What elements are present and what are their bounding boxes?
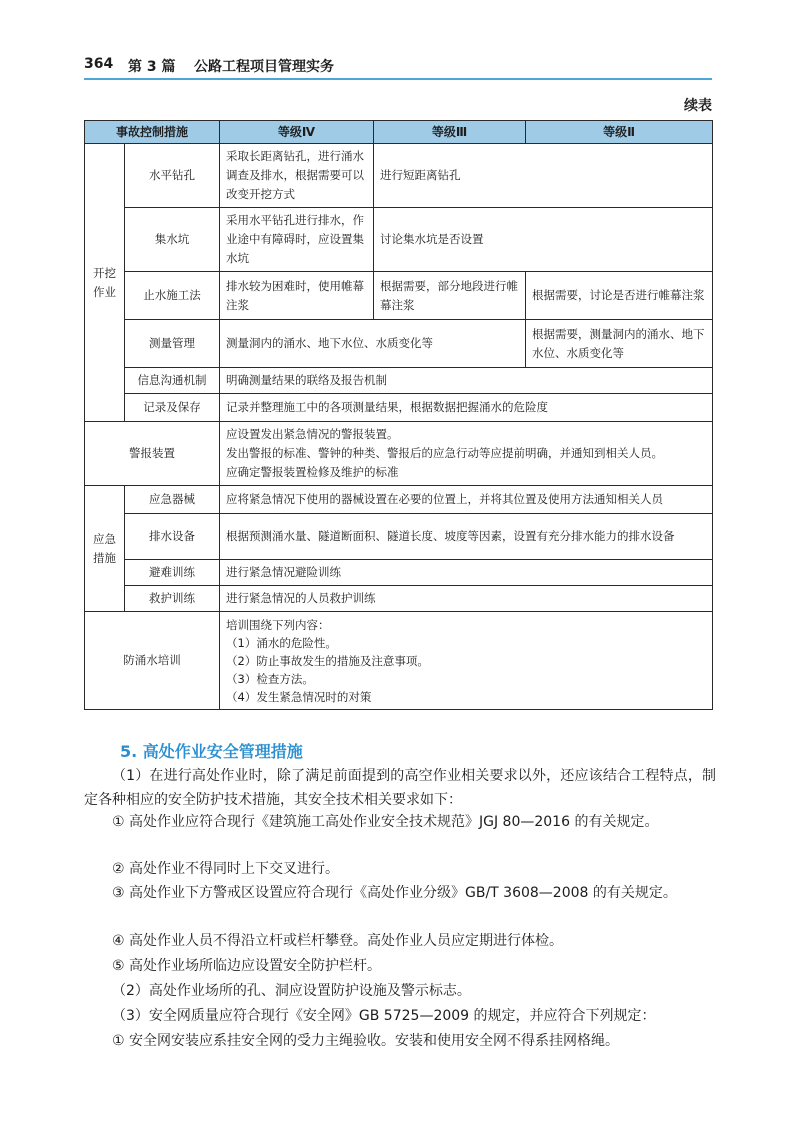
paragraph: ⑤ 高处作业场所临边应设置安全防护栏杆。 [112,958,381,974]
cell-level-3-2: 进行短距离钻孔 [374,144,713,208]
alarm-line: 应设置发出紧急情况的警报装置。 [226,427,399,441]
cell-content: 根据预测涌水量、隧道断面积、隧道长度、坡度等因素，设置有充分排水能力的排水设备 [220,514,713,560]
group-excavation: 开挖作业 [85,144,125,422]
cell-level-4: 采用水平钻孔进行排水，作业途中有障碍时，应设置集水坑 [220,208,374,272]
table-row [85,586,713,612]
cell-level-4-3: 测量洞内的涌水、地下水位、水质变化等 [220,320,526,368]
cell-content: 应将紧急情况下使用的器械设置在必要的位置上，并将其位置及使用方法通知相关人员 [220,486,713,514]
cell-content [220,422,713,486]
cell-content [220,612,713,710]
row-name: 应急器械 [125,486,220,514]
group-emergency: 应急措施 [85,486,125,612]
paragraph: ③ 高处作业下方警戒区设置应符合现行《高处作业分级》GB/T 3608—2008 的有关规定。 [112,885,677,901]
table-row [85,514,713,560]
table-row [85,320,713,368]
alarm-line: 应确定警报装置检修及维护的标准 [226,465,399,479]
cell-level-4: 采取长距离钻孔，进行涌水调查及排水，根据需要可以改变开挖方式 [220,144,374,208]
cell-level-2: 根据需要，讨论是否进行帷幕注浆 [526,272,713,320]
row-name: 集水坑 [125,208,220,272]
cell-level-3: 根据需要，部分地段进行帷幕注浆 [374,272,526,320]
section-title: 5. 高处作业安全管理措施 [120,742,303,761]
book-title: 公路工程项目管理实务 [194,59,334,75]
table-row [85,272,713,320]
paragraph: （2）高处作业场所的孔、洞应设置防护设施及警示标志。 [112,983,471,999]
table-row [85,144,713,208]
cell-content: 明确测量结果的联络及报告机制 [220,368,713,394]
paragraph: （3）安全网质量应符合现行《安全网》GB 5725—2009 的规定，并应符合下列规定： [112,1008,656,1024]
row-name: 排水设备 [125,514,220,560]
paragraph: ① 高处作业应符合现行《建筑施工高处作业安全技术规范》JGJ 80—2016 的有关规定。 [112,814,659,830]
cell-level-3-2: 讨论集水坑是否设置 [374,208,713,272]
continued-label: 续表 [684,98,712,114]
table-row [85,208,713,272]
cell-level-2: 根据需要，测量洞内的涌水、地下水位、水质变化等 [526,320,713,368]
header-rule [84,78,712,80]
cell-content: 进行紧急情况的人员救护训练 [220,586,713,612]
cell-content: 记录并整理施工中的各项测量结果，根据数据把握涌水的危险度 [220,394,713,422]
table-row [85,368,713,394]
table-row [85,394,713,422]
control-measures-table [84,120,713,710]
cell-content: 进行紧急情况避险训练 [220,560,713,586]
row-name: 避难训练 [125,560,220,586]
row-name: 警报装置 [85,422,220,486]
page-header [84,56,712,82]
training-line: （4）发生紧急情况时的对策 [226,689,372,704]
row-name: 信息沟通机制 [125,368,220,394]
paragraph: ② 高处作业不得同时上下交叉进行。 [112,861,340,877]
table-row [85,560,713,586]
training-line: （2）防止事故发生的措施及注意事项。 [226,653,429,668]
row-name: 水平钻孔 [125,144,220,208]
header-level-3: 等级Ⅲ [374,121,526,144]
row-name: 记录及保存 [125,394,220,422]
table-row [85,612,713,710]
header-level-2: 等级Ⅱ [526,121,713,144]
part-label: 第 3 篇 [128,59,176,75]
row-name: 防涌水培训 [85,612,220,710]
page-number: 364 [84,56,114,72]
training-line: 培训围绕下列内容： [226,617,330,632]
header-level-4: 等级Ⅳ [220,121,374,144]
alarm-line: 发出警报的标准、警钟的种类、警报后的应急行动等应提前明确，并通知到相关人员。 [226,446,664,460]
row-name: 测量管理 [125,320,220,368]
header-measures: 事故控制措施 [85,121,220,144]
cell-level-4: 排水较为困难时，使用帷幕注浆 [220,272,374,320]
training-line: （1）涌水的危险性。 [226,635,337,650]
paragraph: （1）在进行高处作业时，除了满足前面提到的高空作业相关要求以外，还应该结合工程特点，制定各种相应的安全防护技术措施，其安全技术相关要求如下： [84,768,716,808]
training-line: （3）检查方法。 [226,671,314,686]
table-row [85,422,713,486]
row-name: 止水施工法 [125,272,220,320]
paragraph: ① 安全网安装应系挂安全网的受力主绳验收。安装和使用安全网不得系挂网格绳。 [112,1033,619,1049]
table-row [85,486,713,514]
paragraph: ④ 高处作业人员不得沿立杆或栏杆攀登。高处作业人员应定期进行体检。 [112,933,563,949]
table-header-row [85,121,713,144]
row-name: 救护训练 [125,586,220,612]
